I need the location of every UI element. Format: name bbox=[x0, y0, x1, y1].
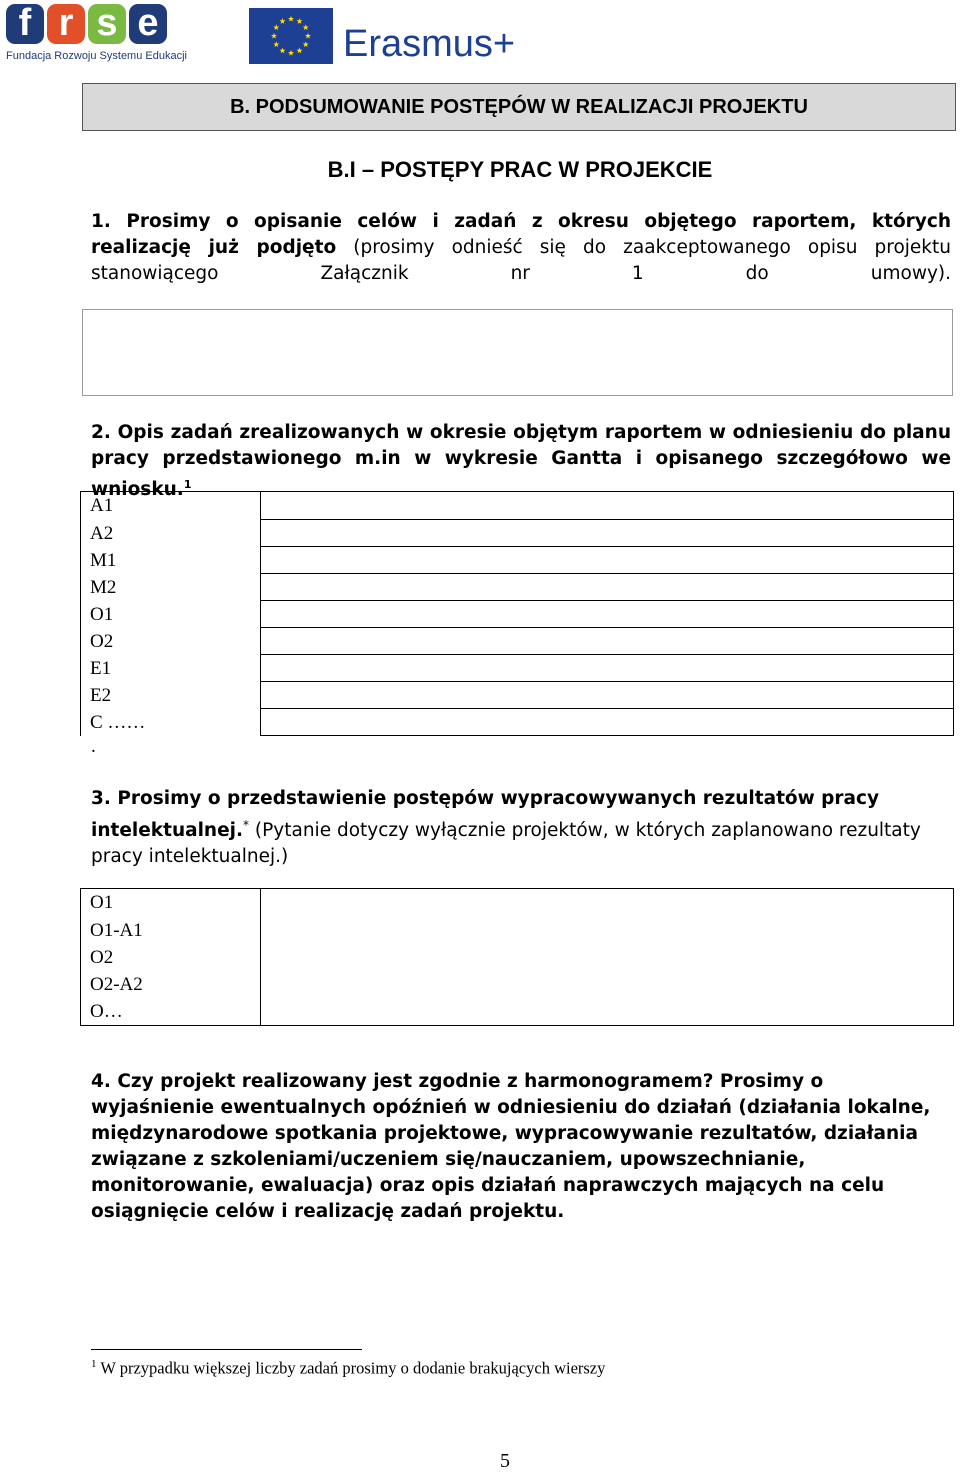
frse-letter-r: r bbox=[47, 4, 85, 44]
question-3 bbox=[91, 786, 951, 870]
answer-box-1[interactable] bbox=[82, 309, 953, 396]
question-1 bbox=[91, 209, 951, 287]
frse-wordmark bbox=[6, 4, 178, 44]
table-trailing-dot: . bbox=[91, 736, 96, 757]
table-row-label: E1 bbox=[81, 655, 261, 682]
table-row-label: M2 bbox=[81, 574, 261, 601]
footnote-number: 1 bbox=[91, 1358, 97, 1370]
table-cell-answer[interactable] bbox=[261, 709, 954, 736]
table-row-label: O2 bbox=[81, 944, 261, 971]
erasmus-plus-logo: Erasmus+ bbox=[343, 23, 516, 65]
table-row-label: O… bbox=[81, 998, 261, 1026]
frse-letter-s: s bbox=[88, 4, 126, 44]
frse-letter-f: f bbox=[6, 4, 44, 44]
table-cell-answer[interactable] bbox=[261, 655, 954, 682]
table-row-label: O2-A2 bbox=[81, 971, 261, 998]
table-row-label: A2 bbox=[81, 520, 261, 547]
table-cell-answer[interactable] bbox=[261, 547, 954, 574]
question-3-normal: (Pytanie dotyczy wyłącznie projektów, w których zaplanowano rezultaty pracy intelektualnej.) bbox=[91, 820, 921, 868]
table-cell-answer[interactable] bbox=[261, 682, 954, 709]
table-row-label: O1 bbox=[81, 601, 261, 628]
section-title: B. PODSUMOWANIE POSTĘPÓW W REALIZACJI PROJEKTU bbox=[82, 83, 956, 131]
table-cell-answer[interactable] bbox=[261, 520, 954, 547]
question-4-text: 4. Czy projekt realizowany jest zgodnie z harmonogramem? Prosimy o wyjaśnienie ewentualnych opóźnień w odniesieniu do działań (działania lokalne, międzynarodowe spotkania projektowe, wypracowywanie rezultatów, działania związane z szkoleniami/uczeniem się/nauczaniem, upowszechnianie, monitorowanie, ewaluacja) oraz opis działań naprawczych mających na celu osiągnięcie celów i realizację zadań projektu. bbox=[91, 1071, 931, 1222]
table-row-label: O1-A1 bbox=[81, 917, 261, 944]
table-row-label: O1 bbox=[81, 889, 261, 917]
table-row-label: C …… bbox=[81, 709, 261, 736]
question-2-footnote-ref: 1 bbox=[183, 478, 192, 491]
question-3-marker: * bbox=[243, 818, 250, 832]
frse-subtitle: Fundacja Rozwoju Systemu Edukacji bbox=[6, 50, 187, 62]
question-1-normal: (prosimy odnieść się do zaakceptowanego opisu projektu stanowiącego Załącznik nr 1 do umowy). bbox=[91, 237, 952, 284]
table-row-label: M1 bbox=[81, 547, 261, 574]
table-row-label: E2 bbox=[81, 682, 261, 709]
question-4 bbox=[91, 1069, 931, 1225]
footnote-separator bbox=[91, 1349, 362, 1350]
question-2-text: 2. Opis zadań zrealizowanych w okresie objętym raportem w odniesieniu do planu pracy przedstawionego m.in w wykresie Gantta i opisanego szczegółowo we wniosku. bbox=[91, 422, 951, 501]
eu-flag-icon bbox=[249, 8, 333, 64]
results-table bbox=[80, 888, 954, 1026]
frse-letter-e: e bbox=[129, 4, 167, 44]
table-row-label: O2 bbox=[81, 628, 261, 655]
table-row-label: A1 bbox=[81, 492, 261, 520]
section-subtitle: B.I – POSTĘPY PRAC W PROJEKCIE bbox=[327, 157, 713, 182]
table-cell-answer[interactable] bbox=[261, 889, 954, 1026]
table-cell-answer[interactable] bbox=[261, 601, 954, 628]
question-3-bold: 3. Prosimy o przedstawienie postępów wypracowywanych rezultatów pracy intelektualnej. bbox=[91, 788, 880, 842]
tasks-table bbox=[80, 491, 954, 736]
table-cell-answer[interactable] bbox=[261, 574, 954, 601]
footnote-text: W przypadku większej liczby zadań prosimy o dodanie brakujących wierszy bbox=[96, 1358, 606, 1378]
table-cell-answer[interactable] bbox=[261, 492, 954, 520]
frse-logo bbox=[6, 2, 187, 68]
page-number: 5 bbox=[500, 1450, 510, 1472]
footnote bbox=[91, 1358, 605, 1379]
table-cell-answer[interactable] bbox=[261, 628, 954, 655]
question-1-bold: 1. Prosimy o opisanie celów i zadań z okresu objętego raportem, których realizację już podjęto bbox=[91, 211, 951, 258]
